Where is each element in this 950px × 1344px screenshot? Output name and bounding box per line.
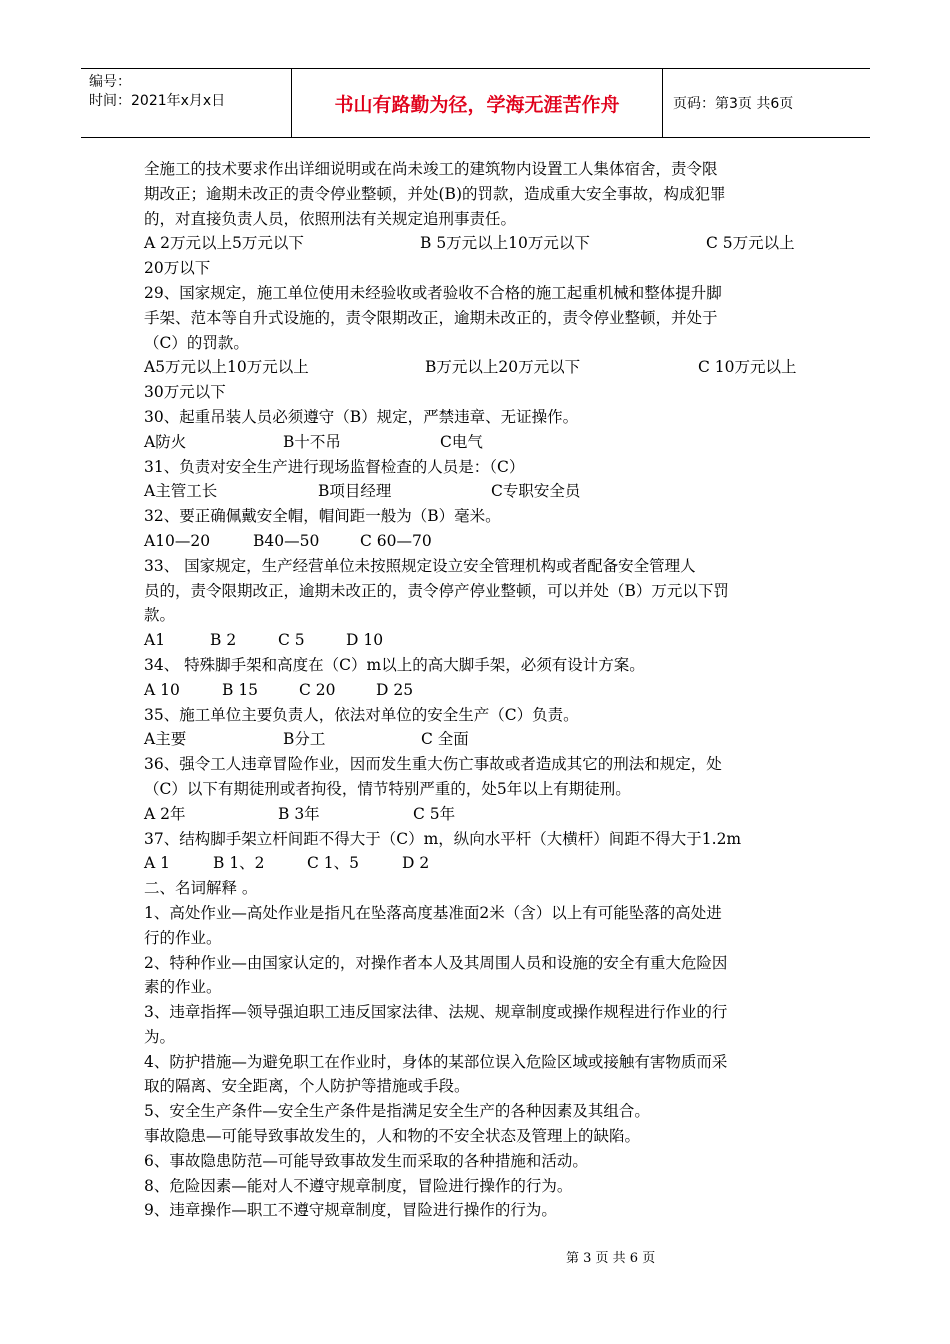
- option-c: C 20: [299, 680, 336, 699]
- option-c: C 10万元以上: [698, 358, 797, 377]
- option-d: D 2: [402, 854, 430, 873]
- option-b: B项目经理: [318, 482, 392, 501]
- text-line: 手架、范本等自升式设施的，责令限期改正，逾期未改正的，责令停业整顿，并处于: [144, 308, 718, 327]
- option-c: C专职安全员: [491, 482, 581, 501]
- option-a: A 10: [144, 680, 180, 699]
- question-32: 32、要正确佩戴安全帽，帽间距一般为（B）毫米。: [144, 507, 501, 526]
- option-a: A 1: [144, 854, 170, 873]
- options-q35: [144, 727, 808, 752]
- term-line: 为。: [144, 1027, 176, 1046]
- term-line: 9、违章操作—职工不遵守规章制度，冒险进行操作的行为。: [144, 1201, 557, 1220]
- header-left-cell: [81, 69, 292, 137]
- options-q31: [144, 479, 808, 504]
- text-line: 20万以下: [144, 259, 211, 278]
- option-a: A1: [144, 631, 166, 650]
- term-line: 2、特种作业—由国家认定的，对操作者本人及其周围人员和设施的安全有重大危险因: [144, 953, 728, 972]
- options-q36: [144, 802, 808, 827]
- options-q29: [144, 355, 808, 380]
- term-line: 5、安全生产条件—安全生产条件是指满足安全生产的各种因素及其组合。: [144, 1102, 650, 1121]
- option-b: B十不吊: [283, 432, 341, 451]
- term-line: 1、高处作业—高处作业是指凡在坠落高度基准面2米（含）以上有可能坠落的高处进: [144, 903, 722, 922]
- question-31: 31、负责对安全生产进行现场监督检查的人员是：（C）: [144, 457, 525, 476]
- term-line: 取的隔离、安全距离，个人防护等措施或手段。: [144, 1077, 470, 1096]
- term-line: 4、防护措施—为避免职工在作业时，身体的某部位误入危险区域或接触有害物质而采: [144, 1052, 728, 1071]
- option-b: B40—50: [253, 531, 320, 550]
- option-c: C 全面: [421, 730, 469, 749]
- option-c: C 5: [278, 631, 305, 650]
- number-label: 编号：: [89, 74, 131, 90]
- option-a: A 2万元以上5万元以下: [144, 234, 304, 253]
- option-a: A主要: [144, 730, 187, 749]
- option-a: A 2年: [144, 804, 186, 823]
- question-34: 34、 特殊脚手架和高度在（C）m以上的高大脚手架，必须有设计方案。: [144, 655, 645, 674]
- page-footer: 第 3 页 共 6 页: [566, 1251, 656, 1266]
- term-line: 事故隐患—可能导致事故发生的，人和物的不安全状态及管理上的缺陷。: [144, 1127, 641, 1146]
- option-d: D 25: [376, 680, 414, 699]
- options-q30: [144, 430, 808, 455]
- option-a: A防火: [144, 432, 187, 451]
- text-line: （C）的罚款。: [144, 333, 249, 352]
- question-36: 36、强令工人违章冒险作业，因而发生重大伤亡事故或者造成其它的刑法和规定，处: [144, 755, 722, 774]
- option-a: A10—20: [144, 531, 211, 550]
- text-line: 的，对直接负责人员，依照刑法有关规定追刑事责任。: [144, 209, 517, 228]
- question-33: 33、 国家规定，生产经营单位未按照规定设立安全管理机构或者配备安全管理人: [144, 556, 696, 575]
- option-b: B 2: [210, 631, 237, 650]
- time-label: 时间：2021年x月x日: [89, 93, 226, 109]
- section-heading: 二、名词解释 。: [144, 879, 258, 898]
- option-c: C 5年: [413, 804, 456, 823]
- option-b: B 15: [222, 680, 259, 699]
- question-37: 37、结构脚手架立杆间距不得大于（C）m，纵向水平杆（大横杆）间距不得大于1.2m: [144, 829, 742, 848]
- term-line: 3、违章指挥—领导强迫职工违反国家法律、法规、规章制度或操作规程进行作业的行: [144, 1003, 728, 1022]
- question-29: 29、国家规定，施工单位使用未经验收或者验收不合格的施工起重机械和整体提升脚: [144, 283, 722, 302]
- options-q28: [144, 231, 808, 256]
- option-a: A5万元以上10万元以上: [144, 358, 309, 377]
- text-line: 全施工的技术要求作出详细说明或在尚未竣工的建筑物内设置工人集体宿舍，责令限: [144, 160, 718, 178]
- option-b: B 1、2: [213, 854, 265, 873]
- options-q34: [144, 678, 808, 703]
- text-line: 款。: [144, 606, 176, 625]
- term-line: 素的作业。: [144, 978, 222, 997]
- text-line: 员的，责令限期改正，逾期未改正的，责令停产停业整顿，可以并处（B）万元以下罚: [144, 581, 729, 600]
- document-body: [144, 157, 808, 1223]
- text-line: 期改正；逾期未改正的责令停业整顿，并处(B)的罚款，造成重大安全事故，构成犯罪: [144, 184, 726, 203]
- option-b: B万元以上20万元以下: [425, 358, 581, 377]
- option-b: B 3年: [278, 804, 320, 823]
- option-a: A主管工长: [144, 482, 218, 501]
- question-35: 35、施工单位主要负责人，依法对单位的安全生产（C）负责。: [144, 705, 579, 724]
- option-c: C 60—70: [360, 531, 432, 550]
- term-line: 6、事故隐患防范—可能导致事故发生而采取的各种措施和活动。: [144, 1151, 588, 1170]
- options-q33: [144, 628, 808, 653]
- options-q37: [144, 851, 808, 876]
- text-line: （C）以下有期徒刑或者拘役，情节特别严重的，处5年以上有期徒刑。: [144, 779, 631, 798]
- question-30: 30、起重吊装人员必须遵守（B）规定，严禁违章、无证操作。: [144, 407, 579, 426]
- text-line: 30万元以下: [144, 383, 226, 402]
- term-line: 行的作业。: [144, 928, 222, 947]
- option-c: C 1、5: [307, 854, 360, 873]
- options-q32: [144, 529, 808, 554]
- page-header: [81, 68, 870, 138]
- option-c: C电气: [440, 432, 483, 451]
- header-page-label: 页码：第3页 共6页: [673, 96, 794, 112]
- option-b: B分工: [283, 730, 326, 749]
- option-c: C 5万元以上: [706, 234, 795, 253]
- option-d: D 10: [346, 631, 384, 650]
- header-motto: 书山有路勤为径，学海无涯苦作舟: [292, 69, 663, 137]
- option-b: B 5万元以上10万元以下: [420, 234, 590, 253]
- term-line: 8、危险因素—能对人不遵守规章制度，冒险进行操作的行为。: [144, 1176, 573, 1195]
